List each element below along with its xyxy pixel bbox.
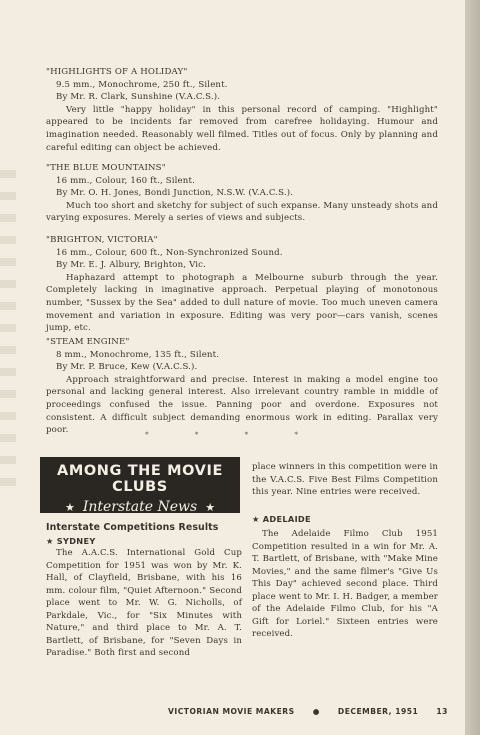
review-body: Haphazard attempt to photograph a Melbourne suburb through the year. Completely lacking in imaginative approach. Perpetual playing of monotonous number, "Sussex by the Sea" added to dull nature of movie. Too much uneven camera movement and variation in exposure. Editing was very poor—cars vanish, scenes jump, etc. (46, 272, 438, 334)
review-author: By Mr. P. Bruce, Kew (V.A.C.S.). (56, 362, 198, 373)
section-separator: * * * * (145, 431, 320, 439)
review-author: By Mr. E. J. Albury, Brighton, Vic. (56, 260, 207, 271)
review-title: "BRIGHTON, VICTORIA" (46, 235, 158, 245)
section-banner (40, 457, 240, 513)
review-title: "THE BLUE MOUNTAINS" (46, 163, 166, 173)
page-gutter (465, 0, 480, 735)
review-body: Much too short and sketchy for subject of such expanse. Many unsteady shots and varying exposures. Merely a series of views and subjects. (46, 200, 438, 224)
review-spec: 16 mm., Colour, 160 ft., Silent. (56, 175, 195, 186)
page-number: 13 (436, 707, 448, 716)
review-spec: 9.5 mm., Monochrome, 250 ft., Silent. (56, 79, 228, 90)
section-heading: Interstate Competitions Results (46, 522, 219, 533)
review-title: "HIGHLIGHTS OF A HOLIDAY" (46, 67, 188, 77)
left-column (46, 522, 242, 660)
star-icon: ★ (64, 501, 75, 514)
banner-subtitle (40, 499, 240, 515)
magazine-name: VICTORIAN MOVIE MAKERS (168, 707, 295, 716)
banner-subtitle-text: Interstate News (82, 499, 198, 515)
review-brighton-victoria (46, 234, 438, 335)
review-steam-engine (46, 336, 438, 437)
banner-title: AMONG THE MOVIE CLUBS (57, 463, 223, 495)
page-footer (168, 707, 448, 716)
star-icon: ★ (205, 501, 216, 514)
review-body: Approach straightforward and precise. Interest in making a model engine too personal and lacking general interest. Also irrelevant country ramble in middle of proceedings confused the issue. Panning poor and overdone. Exposures not consistent. A difficult subject demanding enormous work in editing. Parallax very poor. (46, 374, 438, 436)
review-spec: 8 mm., Monochrome, 135 ft., Silent. (56, 349, 220, 360)
issue-date: DECEMBER, 1951 (337, 707, 419, 716)
review-title: "STEAM ENGINE" (46, 337, 130, 347)
review-author: By Mr. R. Clark, Sunshine (V.A.C.S.). (56, 92, 221, 103)
right-column (252, 461, 438, 641)
club-subheading-adelaide: ★ ADELAIDE (252, 513, 311, 524)
club-subheading-sydney: ★ SYDNEY (46, 535, 96, 546)
review-body: Very little "happy holiday" in this personal record of camping. "Highlight" appeared to be incidents far removed from carefree holidaying. Humour and imagination needed. Reasonably well filmed. Titles out of focus. Only by planning and careful editing can object be achieved. (46, 104, 438, 153)
bullet-icon: ● (312, 707, 320, 716)
review-author: By Mr. O. H. Jones, Bondi Junction, N.S.W. (V.A.C.S.). (56, 188, 294, 199)
sydney-paragraph: The A.A.C.S. International Gold Cup Competition for 1951 was won by Mr. K. Hall, of Clayfield, Brisbane, with his 16 mm. colour film, "Quiet Afternoon." Second place went to Mr. W. G. Nicholls, of Parkdale, Vic., for "Six Minutes with Nature," and third place to Mr. A. T. Bartlett, of Brisbane, for "Seven Days in Paradise." Both first and second (46, 548, 242, 658)
adelaide-paragraph: The Adelaide Filmo Club 1951 Competition resulted in a win for Mr. A. T. Bartlett, of Brisbane, with "Make Mine Movies," and the same filmer's "Give Us This Day" achieved second place. Third place went to Mr. I. H. Badger, a member of the Adelaide Filmo Club, for his "A Gift for Loriel." Sixteen entries were received. (252, 529, 438, 639)
review-the-blue-mountains (46, 162, 438, 225)
bleed-through-text (0, 170, 16, 490)
review-spec: 16 mm., Colour, 600 ft., Non-Synchronized Sound. (56, 247, 283, 258)
continued-paragraph: place winners in this competition were in the V.A.C.S. Five Best Films Competition this year. Nine entries were received. (252, 462, 438, 497)
review-highlights-of-a-holiday (46, 66, 438, 154)
